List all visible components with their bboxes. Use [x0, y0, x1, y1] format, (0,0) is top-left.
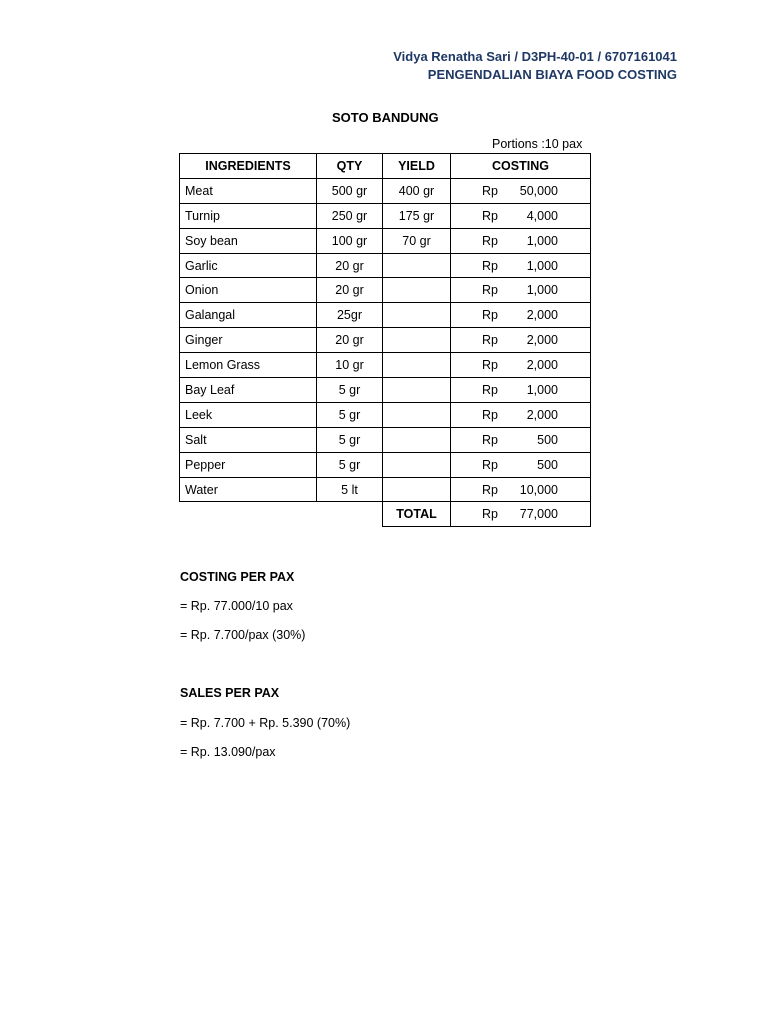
ingredient-name: Leek: [180, 402, 317, 427]
sales-per-pax-line1: = Rp. 7.700 + Rp. 5.390 (70%): [180, 716, 351, 730]
ingredient-name: Garlic: [180, 253, 317, 278]
ingredient-cost-value: 1,000: [526, 233, 558, 248]
header-qty: QTY: [317, 154, 383, 179]
ingredient-cost-cell: [451, 427, 591, 452]
ingredient-yield: [383, 452, 451, 477]
table-row: [180, 477, 591, 502]
ingredient-cost-cell: [451, 378, 591, 403]
currency-label: Rp: [482, 308, 498, 323]
ingredient-cost-cell: [451, 303, 591, 328]
table-row: [180, 353, 591, 378]
ingredient-cost-value: 2,000: [526, 358, 558, 373]
ingredient-qty: 5 gr: [317, 427, 383, 452]
currency-label: Rp: [482, 382, 498, 397]
currency-label: Rp: [482, 233, 498, 248]
table-body: [180, 178, 591, 502]
ingredient-cost-cell: [451, 178, 591, 203]
total-spacer: [317, 502, 383, 527]
ingredient-cost-cell: [451, 278, 591, 303]
table-row: [180, 303, 591, 328]
ingredient-cost-cell: [451, 203, 591, 228]
ingredient-cost-value: 2,000: [526, 333, 558, 348]
ingredient-cost-cell: [451, 402, 591, 427]
ingredient-yield: [383, 303, 451, 328]
ingredient-name: Salt: [180, 427, 317, 452]
ingredient-cost-value: 10,000: [519, 482, 558, 497]
course-title: PENGENDALIAN BIAYA FOOD COSTING: [427, 67, 677, 82]
ingredient-qty: 250 gr: [317, 203, 383, 228]
currency-label: Rp: [482, 507, 498, 522]
table-row: [180, 452, 591, 477]
ingredient-qty: 500 gr: [317, 178, 383, 203]
costing-per-pax-line2: = Rp. 7.700/pax (30%): [180, 628, 306, 642]
table-row: [180, 402, 591, 427]
ingredient-qty: 5 gr: [317, 402, 383, 427]
total-cost-value: 77,000: [519, 507, 558, 522]
table-row: [180, 228, 591, 253]
currency-label: Rp: [482, 258, 498, 273]
ingredient-cost-cell: [451, 353, 591, 378]
ingredient-name: Lemon Grass: [180, 353, 317, 378]
currency-label: Rp: [482, 457, 498, 472]
total-row: [180, 502, 591, 527]
ingredient-yield: [383, 278, 451, 303]
ingredient-cost-value: 500: [537, 432, 558, 447]
ingredient-name: Galangal: [180, 303, 317, 328]
table-header-row: [180, 154, 591, 179]
ingredient-qty: 5 lt: [317, 477, 383, 502]
ingredient-cost-value: 2,000: [526, 407, 558, 422]
currency-label: Rp: [482, 432, 498, 447]
ingredient-name: Water: [180, 477, 317, 502]
ingredient-cost-value: 2,000: [526, 308, 558, 323]
ingredient-name: Bay Leaf: [180, 378, 317, 403]
ingredient-yield: 400 gr: [383, 178, 451, 203]
ingredient-qty: 100 gr: [317, 228, 383, 253]
author-line: Vidya Renatha Sari / D3PH-40-01 / 6707161041: [393, 49, 677, 64]
ingredient-qty: 20 gr: [317, 328, 383, 353]
currency-label: Rp: [482, 283, 498, 298]
ingredient-cost-value: 4,000: [526, 208, 558, 223]
table-row: [180, 378, 591, 403]
table-row: [180, 278, 591, 303]
ingredient-cost-cell: [451, 477, 591, 502]
sales-per-pax-line2: = Rp. 13.090/pax: [180, 745, 276, 759]
currency-label: Rp: [482, 358, 498, 373]
currency-label: Rp: [482, 407, 498, 422]
header-ingredients: INGREDIENTS: [180, 154, 317, 179]
ingredient-qty: 5 gr: [317, 378, 383, 403]
ingredient-yield: [383, 328, 451, 353]
total-spacer: [180, 502, 317, 527]
table-row: [180, 328, 591, 353]
ingredient-cost-value: 1,000: [526, 382, 558, 397]
currency-label: Rp: [482, 208, 498, 223]
portions-label: Portions :10 pax: [492, 137, 583, 151]
currency-label: Rp: [482, 183, 498, 198]
ingredient-yield: [383, 402, 451, 427]
ingredient-cost-cell: [451, 452, 591, 477]
ingredient-cost-cell: [451, 228, 591, 253]
ingredient-qty: 20 gr: [317, 253, 383, 278]
currency-label: Rp: [482, 333, 498, 348]
ingredient-name: Ginger: [180, 328, 317, 353]
ingredient-cost-value: 50,000: [519, 183, 558, 198]
total-label: TOTAL: [383, 502, 451, 527]
ingredient-qty: 20 gr: [317, 278, 383, 303]
ingredient-yield: [383, 427, 451, 452]
costing-per-pax-line1: = Rp. 77.000/10 pax: [180, 599, 293, 613]
ingredient-yield: [383, 353, 451, 378]
sales-per-pax-heading: SALES PER PAX: [180, 686, 280, 700]
header-costing: COSTING: [451, 154, 591, 179]
costing-per-pax-heading: COSTING PER PAX: [180, 570, 295, 584]
currency-label: Rp: [482, 482, 498, 497]
ingredient-yield: [383, 477, 451, 502]
ingredient-cost-value: 1,000: [526, 283, 558, 298]
ingredient-qty: 10 gr: [317, 353, 383, 378]
ingredient-cost-cell: [451, 328, 591, 353]
table-row: [180, 427, 591, 452]
table-row: [180, 203, 591, 228]
ingredient-cost-value: 500: [537, 457, 558, 472]
ingredient-yield: [383, 378, 451, 403]
ingredient-name: Soy bean: [180, 228, 317, 253]
ingredients-table: [179, 153, 591, 527]
ingredient-yield: 70 gr: [383, 228, 451, 253]
ingredient-name: Turnip: [180, 203, 317, 228]
ingredient-name: Pepper: [180, 452, 317, 477]
ingredient-cost-cell: [451, 253, 591, 278]
table-row: [180, 253, 591, 278]
ingredient-qty: 25gr: [317, 303, 383, 328]
recipe-title: SOTO BANDUNG: [332, 110, 439, 125]
ingredient-name: Onion: [180, 278, 317, 303]
ingredient-yield: 175 gr: [383, 203, 451, 228]
ingredient-cost-value: 1,000: [526, 258, 558, 273]
header-yield: YIELD: [383, 154, 451, 179]
ingredient-qty: 5 gr: [317, 452, 383, 477]
table-row: [180, 178, 591, 203]
ingredient-yield: [383, 253, 451, 278]
ingredient-name: Meat: [180, 178, 317, 203]
total-cost-cell: [451, 502, 591, 527]
